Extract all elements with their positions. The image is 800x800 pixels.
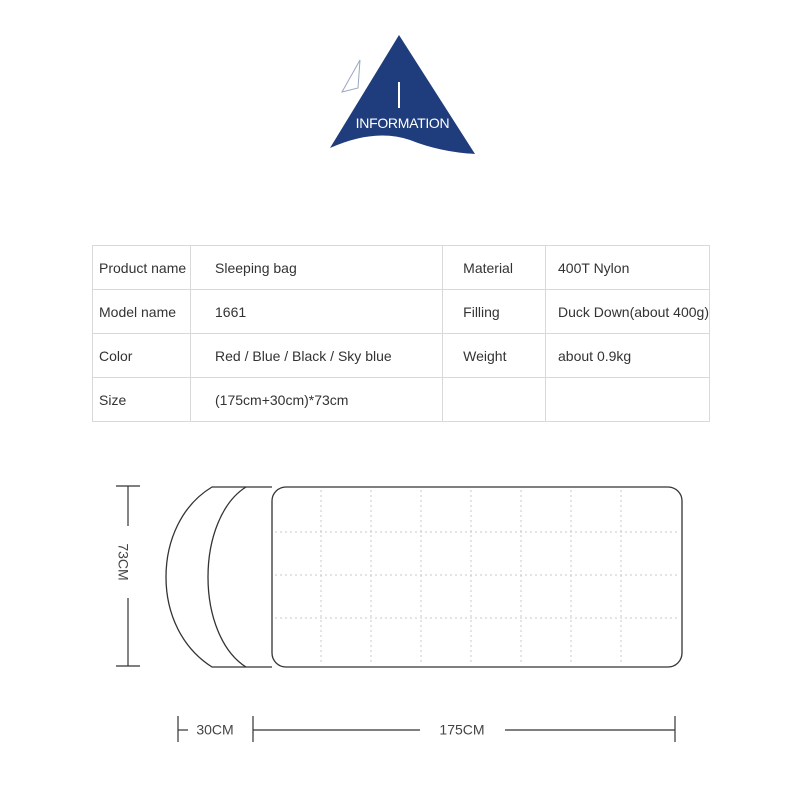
material-value: 400T Nylon — [546, 246, 710, 290]
body-length-label: 175CM — [439, 721, 485, 738]
table-row — [93, 378, 710, 422]
hood-length-label: 30CM — [196, 721, 234, 738]
weight-value: about 0.9kg — [546, 334, 710, 378]
product-name-value: Sleeping bag — [191, 246, 443, 290]
body-outline — [272, 487, 682, 667]
material-label: Material — [443, 246, 546, 290]
hood-outline — [166, 487, 272, 667]
information-title: INFORMATION — [355, 115, 450, 131]
model-name-value: 1661 — [191, 290, 443, 334]
product-info-table — [92, 245, 710, 422]
empty-cell — [546, 378, 710, 422]
product-name-label: Product name — [93, 246, 191, 290]
color-value: Red / Blue / Black / Sky blue — [191, 334, 443, 378]
height-label: 73CM — [115, 543, 132, 581]
filling-value: Duck Down(about 400g) — [546, 290, 710, 334]
sleeping-bag-diagram — [0, 470, 800, 770]
width-dimension — [178, 716, 675, 742]
color-label: Color — [93, 334, 191, 378]
table-row — [93, 334, 710, 378]
weight-label: Weight — [443, 334, 546, 378]
size-label: Size — [93, 378, 191, 422]
information-logo — [320, 30, 485, 165]
table-row — [93, 246, 710, 290]
size-value: (175cm+30cm)*73cm — [191, 378, 443, 422]
empty-cell — [443, 378, 546, 422]
model-name-label: Model name — [93, 290, 191, 334]
table-row — [93, 290, 710, 334]
mountain-icon — [320, 30, 485, 165]
filling-label: Filling — [443, 290, 546, 334]
